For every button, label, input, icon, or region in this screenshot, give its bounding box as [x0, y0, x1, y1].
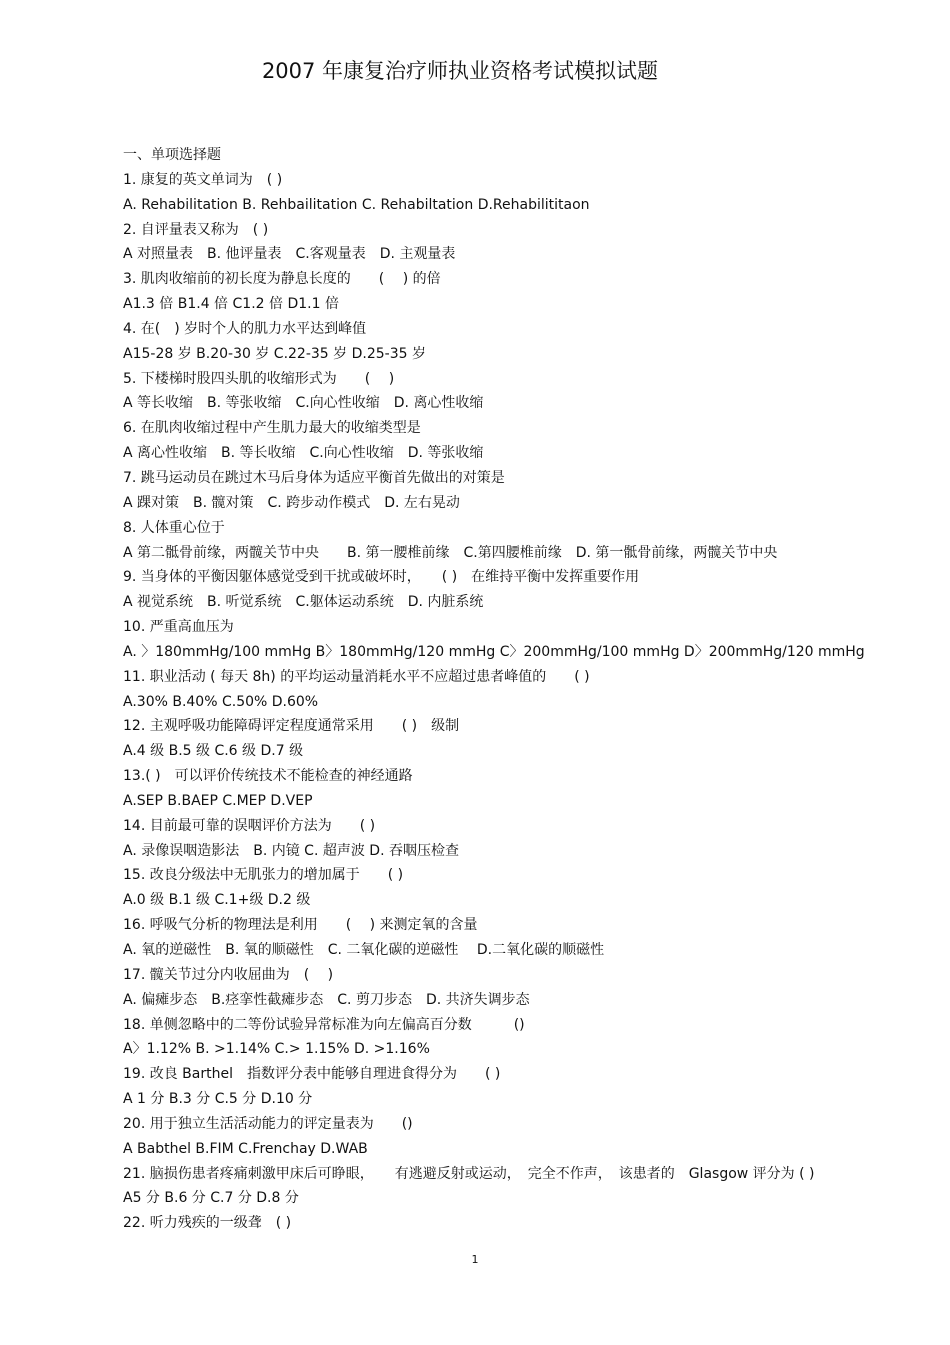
text-line: 4. 在( ) 岁时个人的肌力水平达到峰值	[123, 320, 367, 337]
text-line: 6. 在肌肉收缩过程中产生肌力最大的收缩类型是	[123, 420, 421, 437]
text-line: A. 〉180mmHg/100 mmHg B〉180mmHg/120 mmHg C〉200mmHg/100 mmHg D〉200mmHg/120 mmHg	[123, 643, 865, 660]
text-line: 22. 听力残疾的一级聋 ( )	[123, 1215, 292, 1232]
text-line: 14. 目前最可靠的误咽评价方法为 ( )	[123, 817, 376, 834]
text-line: 17. 髋关节过分内收屈曲为 ( )	[123, 966, 334, 983]
text-line: A.SEP B.BAEP C.MEP D.VEP	[123, 792, 313, 809]
text-line: 8. 人体重心位于	[123, 519, 225, 536]
text-line: A 第二骶骨前缘，两髋关节中央 B. 第一腰椎前缘 C.第四腰椎前缘 D. 第一骶骨前缘，两髋关节中央	[123, 544, 778, 561]
text-line: 1. 康复的英文单词为 ( )	[123, 171, 283, 188]
text-line: 7. 跳马运动员在跳过木马后身体为适应平衡首先做出的对策是	[123, 469, 505, 486]
text-line: 18. 单侧忽略中的二等份试验异常标准为向左偏高百分数 ()	[123, 1016, 525, 1033]
text-line: A. Rehabilitation B. Rehbailitation C. Rehabiltation D.Rehabilititaon	[123, 196, 590, 213]
exam-content	[123, 143, 923, 1236]
text-line: A 1 分 B.3 分 C.5 分 D.10 分	[123, 1091, 313, 1108]
text-line: 15. 改良分级法中无肌张力的增加属于 ( )	[123, 867, 404, 884]
text-line: A15-28 岁 B.20-30 岁 C.22-35 岁 D.25-35 岁	[123, 345, 426, 362]
text-line: 2. 自评量表又称为 ( )	[123, 221, 269, 238]
text-line: 10. 严重高血压为	[123, 619, 234, 636]
text-line: A.4 级 B.5 级 C.6 级 D.7 级	[123, 743, 304, 760]
text-line: 9. 当身体的平衡因躯体感觉受到干扰或破坏时， ( ) 在维持平衡中发挥重要作用	[123, 569, 640, 586]
text-line: 一、单项选择题	[123, 147, 221, 163]
text-line: 3. 肌肉收缩前的初长度为静息长度的 ( ) 的倍	[123, 271, 441, 288]
text-line: 12. 主观呼吸功能障碍评定程度通常采用 ( ) 级制	[123, 718, 460, 735]
text-line: A.0 级 B.1 级 C.1+级 D.2 级	[123, 892, 311, 909]
text-line: A.30% B.40% C.50% D.60%	[123, 693, 319, 710]
text-line: A 等长收缩 B. 等张收缩 C.向心性收缩 D. 离心性收缩	[123, 395, 484, 412]
text-line: A 踝对策 B. 髋对策 C. 跨步动作模式 D. 左右晃动	[123, 494, 460, 511]
text-line: 21. 脑损伤患者疼痛刺激甲床后可睁眼， 有逃避反射或运动， 完全不作声， 该患者的 Glasgow 评分为 ( )	[123, 1165, 815, 1182]
text-line: 19. 改良 Barthel 指数评分表中能够自理进食得分为 ( )	[123, 1066, 501, 1083]
text-line: A. 氧的逆磁性 B. 氧的顺磁性 C. 二氧化碳的逆磁性 D.二氧化碳的顺磁性	[123, 942, 605, 958]
text-line: 5. 下楼梯时股四头肌的收缩形式为 ( )	[123, 370, 395, 387]
page-title: 2007 年康复治疗师执业资格考试模拟试题	[261, 59, 659, 83]
text-line: A Babthel B.FIM C.Frenchay D.WAB	[123, 1140, 368, 1157]
text-line: A〉1.12% B. >1.14% C.> 1.15% D. >1.16%	[123, 1041, 430, 1058]
text-line: 13.( ) 可以评价传统技术不能检查的神经通路	[123, 768, 413, 785]
text-line: A. 偏瘫步态 B.痉挛性截瘫步态 C. 剪刀步态 D. 共济失调步态	[123, 991, 530, 1008]
text-line: A1.3 倍 B1.4 倍 C1.2 倍 D1.1 倍	[123, 296, 339, 313]
text-line: 16. 呼吸气分析的物理法是利用 ( ) 来测定氧的含量	[123, 917, 478, 934]
page-number: 1	[471, 1253, 479, 1266]
text-line: 11. 职业活动 ( 每天 8h) 的平均运动量消耗水平不应超过患者峰值的 ( )	[123, 668, 590, 685]
text-line: A5 分 B.6 分 C.7 分 D.8 分	[123, 1190, 299, 1207]
text-line: A 对照量表 B. 他评量表 C.客观量表 D. 主观量表	[123, 246, 456, 263]
text-line: 20. 用于独立生活活动能力的评定量表为 ()	[123, 1115, 413, 1132]
text-line: A 离心性收缩 B. 等长收缩 C.向心性收缩 D. 等张收缩	[123, 445, 484, 462]
text-line: A. 录像误咽造影法 B. 内镜 C. 超声波 D. 吞咽压检查	[123, 842, 459, 859]
text-line: A 视觉系统 B. 听觉系统 C.躯体运动系统 D. 内脏系统	[123, 594, 484, 611]
